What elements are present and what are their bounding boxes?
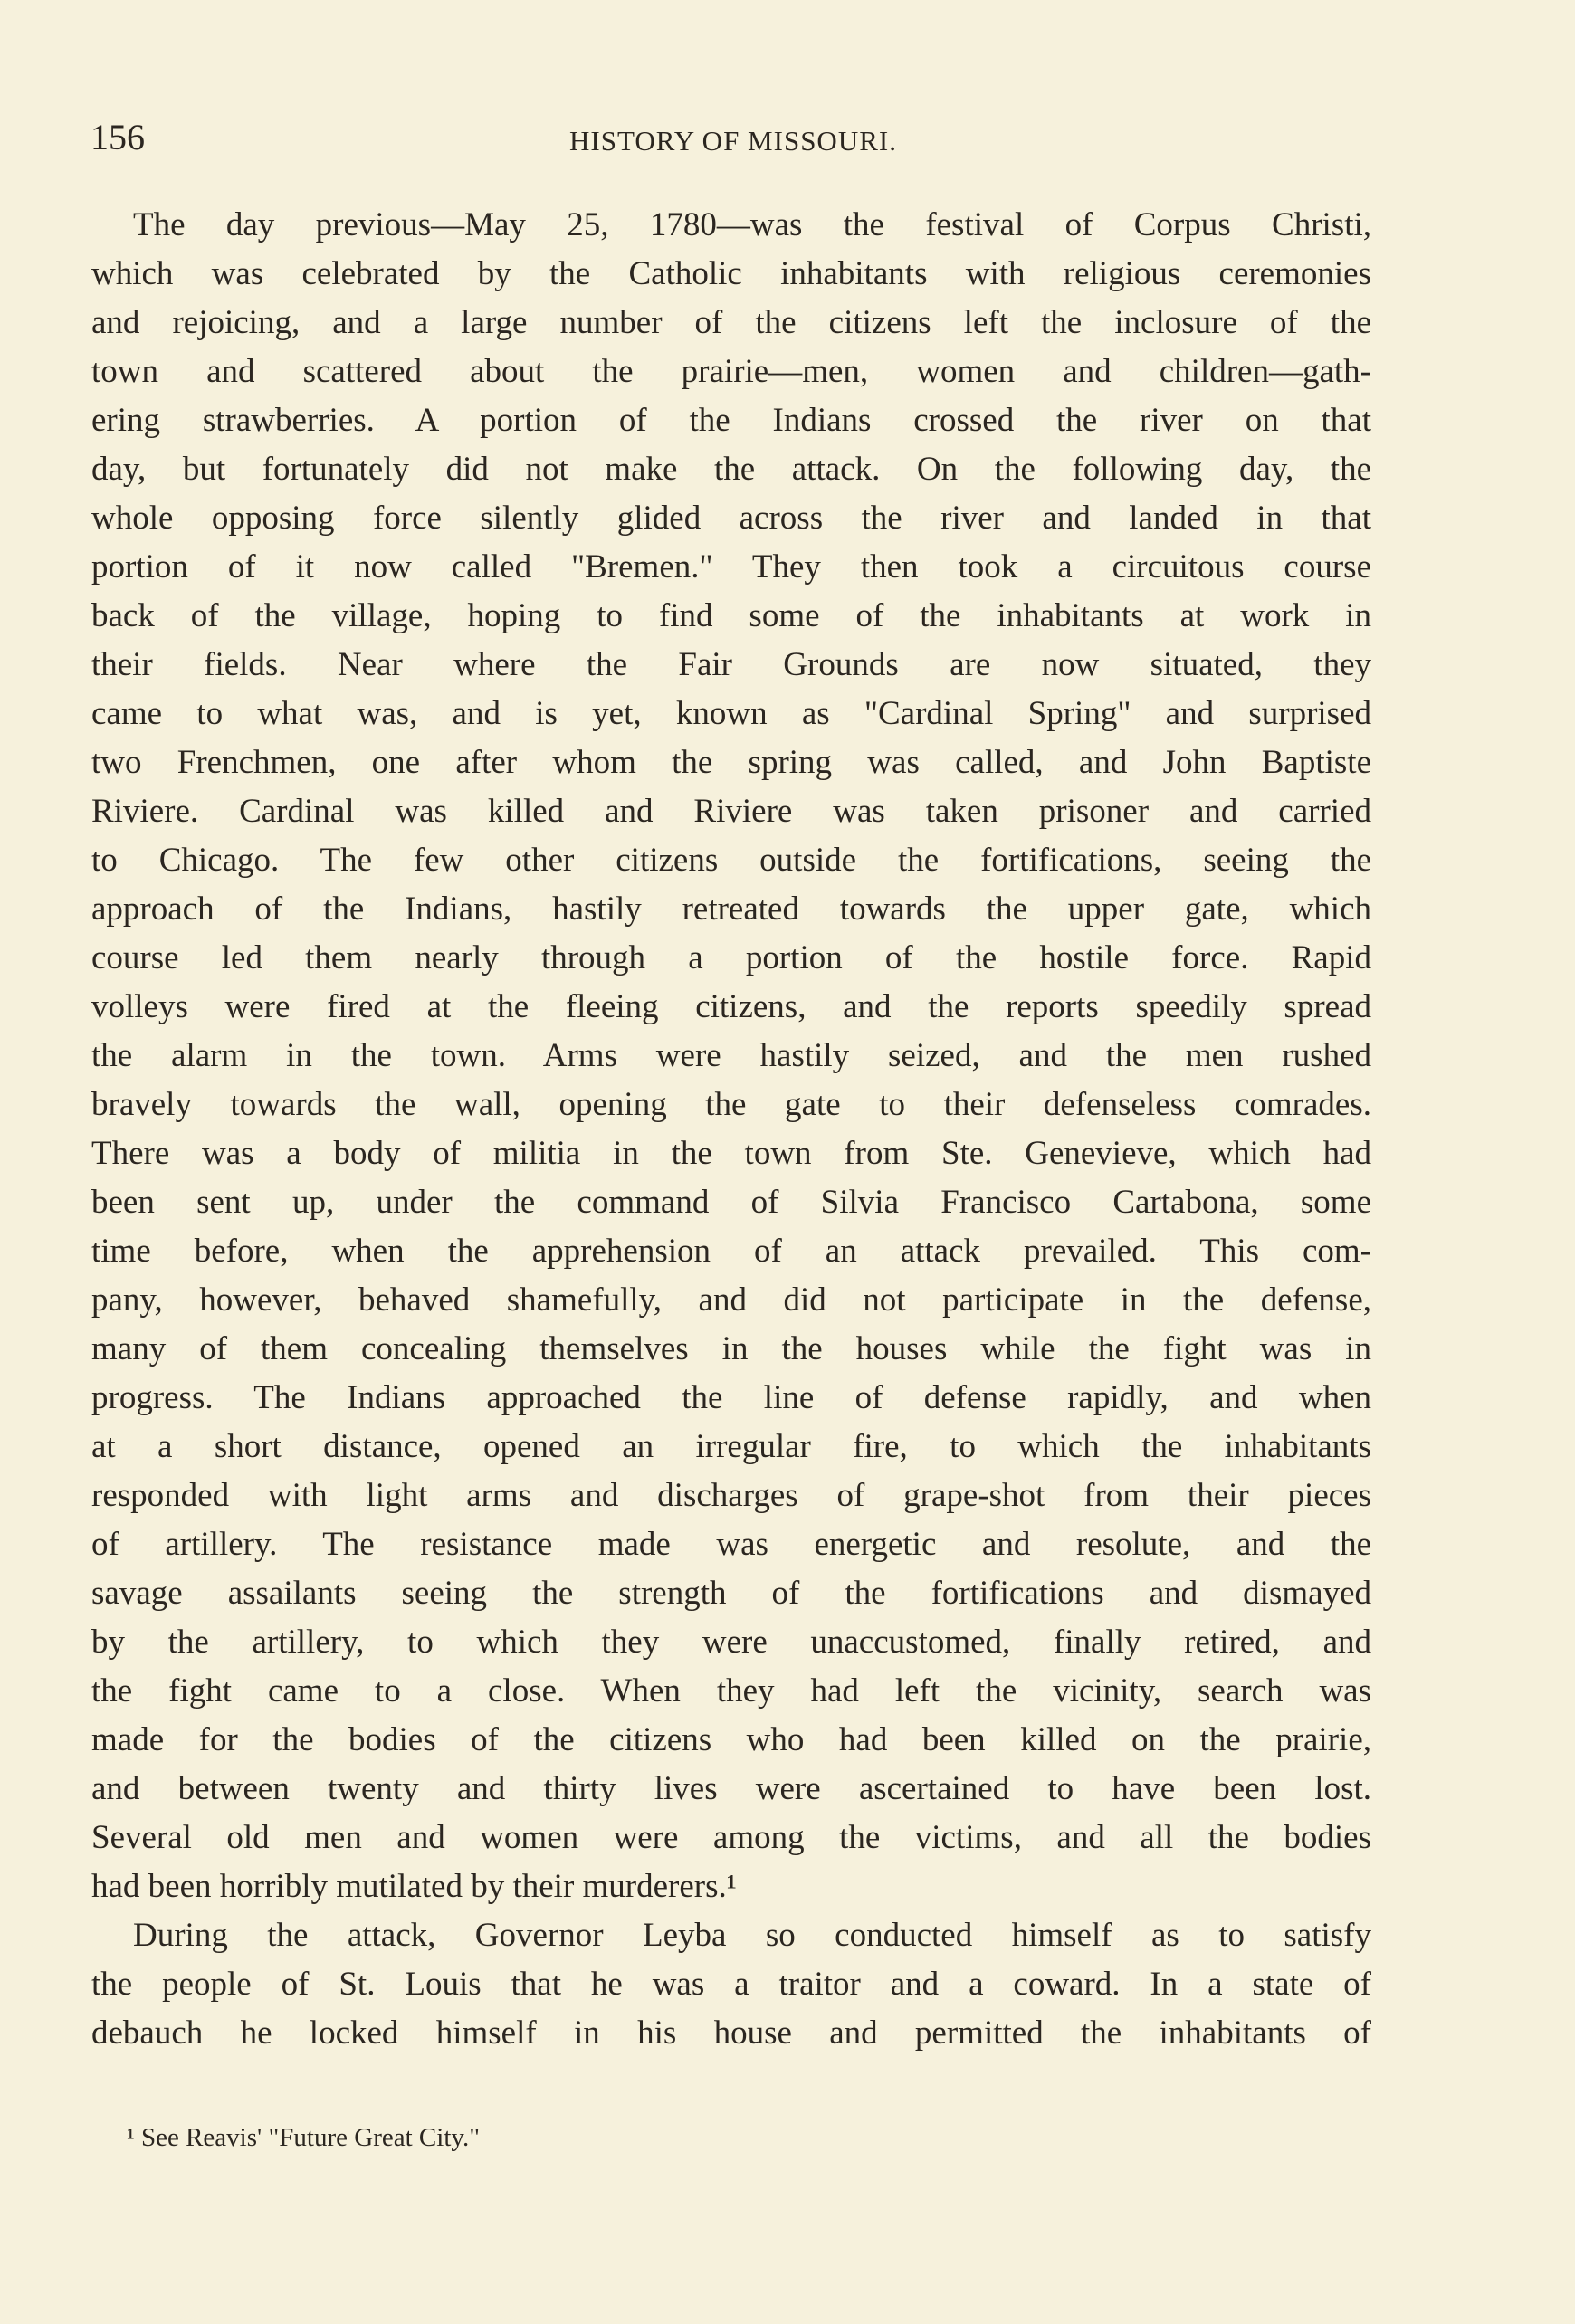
text-line: their fields. Near where the Fair Grounds are now situated, they: [91, 646, 1371, 683]
text-line: time before, when the apprehension of an attack prevailed. This com-: [91, 1233, 1371, 1270]
text-line: bravely towards the wall, opening the gate to their defenseless comrades.: [91, 1086, 1371, 1123]
text-line: been sent up, under the command of Silvia Francisco Cartabona, some: [91, 1184, 1371, 1221]
text-line: whole opposing force silently glided across the river and landed in that: [91, 500, 1371, 537]
text-line: made for the bodies of the citizens who had been killed on the prairie,: [91, 1721, 1371, 1758]
text-line: town and scattered about the prairie—men, women and children—gath-: [91, 353, 1371, 390]
text-line: the alarm in the town. Arms were hastily seized, and the men rushed: [91, 1037, 1371, 1074]
text-line: back of the village, hoping to find some of the inhabitants at work in: [91, 597, 1371, 634]
text-line: many of them concealing themselves in the houses while the fight was in: [91, 1330, 1371, 1367]
text-line: the fight came to a close. When they had left the vicinity, search was: [91, 1672, 1371, 1710]
text-line: at a short distance, opened an irregular fire, to which the inhabitants: [91, 1428, 1371, 1465]
text-line: The day previous—May 25, 1780—was the festival of Corpus Christi,: [133, 206, 1371, 243]
text-line: During the attack, Governor Leyba so conducted himself as to satisfy: [133, 1917, 1371, 1954]
text-line: to Chicago. The few other citizens outside the fortifications, seeing the: [91, 842, 1371, 879]
text-line: progress. The Indians approached the line of defense rapidly, and when: [91, 1379, 1371, 1416]
text-line: and between twenty and thirty lives were ascertained to have been lost.: [91, 1770, 1371, 1807]
text-line: pany, however, behaved shamefully, and did not participate in the defense,: [91, 1281, 1371, 1319]
text-line: had been horribly mutilated by their murderers.¹: [91, 1868, 737, 1905]
text-line: of artillery. The resistance made was energetic and resolute, and the: [91, 1526, 1371, 1563]
text-line: day, but fortunately did not make the attack. On the following day, the: [91, 451, 1371, 488]
text-line: savage assailants seeing the strength of the fortifications and dismayed: [91, 1575, 1371, 1612]
page-number: 156: [91, 117, 145, 157]
text-line: Riviere. Cardinal was killed and Riviere was taken prisoner and carried: [91, 793, 1371, 830]
text-line: and rejoicing, and a large number of the citizens left the inclosure of the: [91, 304, 1371, 341]
text-line: course led them nearly through a portion of the hostile force. Rapid: [91, 939, 1371, 976]
text-line: two Frenchmen, one after whom the spring was called, and John Baptiste: [91, 744, 1371, 781]
footnote: ¹ See Reavis' "Future Great City.": [127, 2123, 481, 2152]
text-line: There was a body of militia in the town from Ste. Genevieve, which had: [91, 1135, 1371, 1172]
text-line: responded with light arms and discharges of grape-shot from their pieces: [91, 1477, 1371, 1514]
text-line: which was celebrated by the Catholic inhabitants with religious ceremonies: [91, 255, 1371, 292]
text-line: approach of the Indians, hastily retreated towards the upper gate, which: [91, 891, 1371, 928]
text-line: the people of St. Louis that he was a traitor and a coward. In a state of: [91, 1966, 1371, 2003]
text-line: by the artillery, to which they were unaccustomed, finally retired, and: [91, 1624, 1371, 1661]
body-text: [91, 201, 1371, 2058]
running-title: HISTORY OF MISSOURI.: [569, 125, 897, 157]
text-line: debauch he locked himself in his house and permitted the inhabitants of: [91, 2014, 1371, 2052]
text-line: Several old men and women were among the victims, and all the bodies: [91, 1819, 1371, 1856]
text-line: portion of it now called "Bremen." They then took a circuitous course: [91, 548, 1371, 586]
text-line: ering strawberries. A portion of the Indians crossed the river on that: [91, 402, 1371, 439]
text-line: volleys were fired at the fleeing citizens, and the reports speedily spread: [91, 988, 1371, 1025]
text-line: came to what was, and is yet, known as "Cardinal Spring" and surprised: [91, 695, 1371, 732]
